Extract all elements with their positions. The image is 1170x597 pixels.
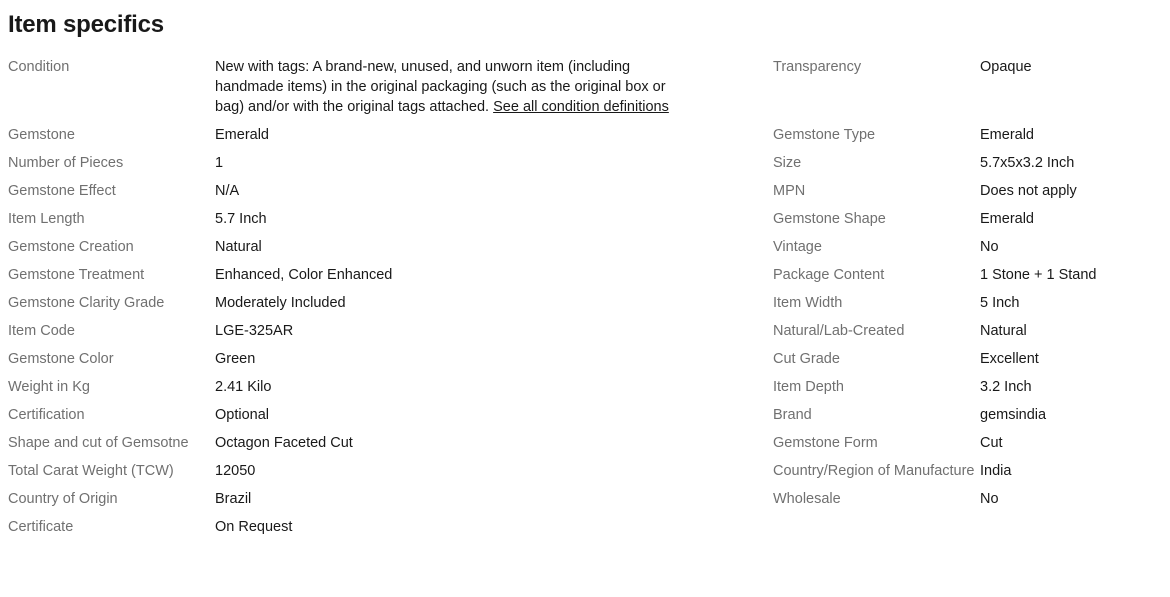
spec-label: Certificate — [8, 519, 74, 535]
spec-value: Emerald — [980, 127, 1034, 143]
column-gap — [685, 125, 773, 153]
spec-label: Vintage — [773, 239, 822, 255]
spec-value: N/A — [215, 183, 240, 199]
spec-value: 2.41 Kilo — [215, 379, 272, 395]
column-gap — [685, 433, 773, 461]
spec-label: Item Width — [773, 295, 843, 311]
spec-label: Certification — [8, 407, 85, 423]
spec-label — [773, 517, 980, 545]
column-gap — [685, 237, 773, 265]
spec-label: Package Content — [773, 267, 885, 283]
spec-label: Size — [773, 155, 802, 171]
spec-label: Transparency — [773, 59, 862, 75]
spec-value: Optional — [215, 407, 270, 423]
spec-value: Natural — [980, 323, 1027, 339]
column-gap — [685, 153, 773, 181]
column-gap — [685, 265, 773, 293]
spec-label: Gemstone Form — [773, 435, 878, 451]
see-all-condition-definitions-link[interactable]: See all condition definitions — [493, 99, 669, 115]
spec-value: 1 — [215, 155, 224, 171]
spec-value: Emerald — [215, 127, 269, 143]
column-gap — [685, 405, 773, 433]
column-gap — [685, 517, 773, 545]
spec-label: Shape and cut of Gemsotne — [8, 435, 189, 451]
spec-value: Octagon Faceted Cut — [215, 435, 353, 451]
spec-label: Country of Origin — [8, 491, 118, 507]
spec-label: Brand — [773, 407, 812, 423]
spec-label: MPN — [773, 183, 806, 199]
spec-value: Emerald — [980, 211, 1034, 227]
spec-value: No — [980, 239, 999, 255]
spec-value: 5.7x5x3.2 Inch — [980, 155, 1075, 171]
condition-description: New with tags: A brand-new, unused, and unworn item (including handmade items) in the original packaging (such as the original box or bag) and/or with the original tags attached. — [215, 59, 666, 115]
spec-value — [215, 57, 685, 125]
column-gap — [685, 181, 773, 209]
spec-value: LGE-325AR — [215, 323, 294, 339]
spec-label: Gemstone Type — [773, 127, 876, 143]
spec-value: India — [980, 463, 1012, 479]
spec-value: Brazil — [215, 491, 252, 507]
spec-value: Excellent — [980, 351, 1039, 367]
column-gap — [685, 349, 773, 377]
spec-label: Cut Grade — [773, 351, 840, 367]
column-gap — [685, 377, 773, 405]
spec-label: Number of Pieces — [8, 155, 124, 171]
spec-value: 12050 — [215, 463, 256, 479]
spec-value: Green — [215, 351, 256, 367]
spec-label: Wholesale — [773, 491, 841, 507]
spec-label: Gemstone Creation — [8, 239, 134, 255]
spec-value: 1 Stone + 1 Stand — [980, 267, 1097, 283]
spec-label: Gemstone Color — [8, 351, 114, 367]
spec-label: Gemstone Effect — [8, 183, 116, 199]
spec-label: Item Code — [8, 323, 75, 339]
spec-label: Gemstone Shape — [773, 211, 886, 227]
section-title: Item specifics — [8, 11, 164, 38]
spec-value — [980, 517, 1158, 545]
spec-label: Weight in Kg — [8, 379, 90, 395]
spec-label: Gemstone Clarity Grade — [8, 295, 165, 311]
spec-value: 5 Inch — [980, 295, 1020, 311]
spec-value: Moderately Included — [215, 295, 346, 311]
spec-label: Gemstone — [8, 127, 75, 143]
column-gap — [685, 321, 773, 349]
spec-value: gemsindia — [980, 407, 1047, 423]
spec-value: Natural — [215, 239, 262, 255]
column-gap — [685, 57, 773, 125]
spec-value: Does not apply — [980, 183, 1077, 199]
item-specifics-grid — [8, 57, 1158, 545]
spec-value: Enhanced, Color Enhanced — [215, 267, 393, 283]
column-gap — [685, 293, 773, 321]
spec-value: Opaque — [980, 59, 1032, 75]
spec-value: 5.7 Inch — [215, 211, 267, 227]
spec-label: Total Carat Weight (TCW) — [8, 463, 174, 479]
spec-label: Condition — [8, 59, 70, 75]
spec-value: No — [980, 491, 999, 507]
spec-value: Cut — [980, 435, 1003, 451]
spec-value: On Request — [215, 519, 293, 535]
spec-label: Item Depth — [773, 379, 844, 395]
spec-value: 3.2 Inch — [980, 379, 1032, 395]
spec-label: Item Length — [8, 211, 85, 227]
column-gap — [685, 209, 773, 237]
column-gap — [685, 461, 773, 489]
column-gap — [685, 489, 773, 517]
spec-label: Natural/Lab-Created — [773, 323, 905, 339]
spec-label: Country/Region of Manufacture — [773, 463, 975, 479]
spec-label: Gemstone Treatment — [8, 267, 145, 283]
